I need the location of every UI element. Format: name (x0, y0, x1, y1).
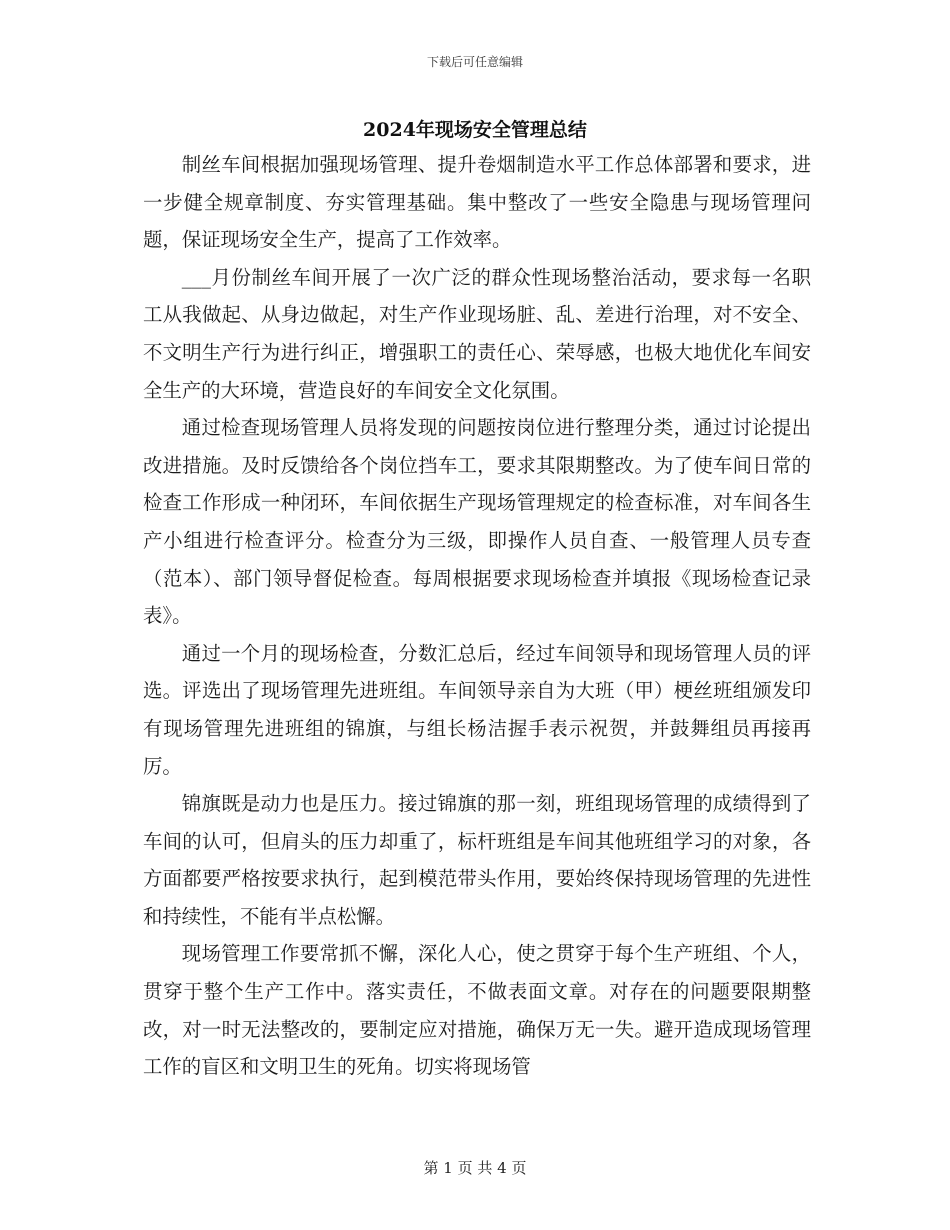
paragraph: 通过一个月的现场检查，分数汇总后，经过车间领导和现场管理人员的评选。评选出了现场管理先进班组。车间领导亲自为大班（甲）梗丝班组颁发印有现场管理先进班组的锦旗，与组长杨洁握手表示祝贺，并鼓舞组员再接再厉。 (143, 641, 811, 778)
page-number: 第 1 页 共 4 页 (423, 1159, 527, 1177)
paragraph: ___月份制丝车间开展了一次广泛的群众性现场整治活动，要求每一名职工从我做起、从身边做起，对生产作业现场脏、乱、差进行治理，对不安全、不文明生产行为进行纠正，增强职工的责任心、荣辱感，也极大地优化车间安全生产的大环境，营造良好的车间安全文化氛围。 (143, 265, 811, 402)
paragraph: 现场管理工作要常抓不懈，深化人心，使之贯穿于每个生产班组、个人，贯穿于整个生产工作中。落实责任，不做表面文章。对存在的问题要限期整改，对一时无法整改的，要制定应对措施，确保万无一失。避开造成现场管理工作的盲区和文明卫生的死角。切实将现场管 (143, 942, 811, 1079)
paragraph: 锦旗既是动力也是压力。接过锦旗的那一刻，班组现场管理的成绩得到了车间的认可，但肩头的压力却重了，标杆班组是车间其他班组学习的对象，各方面都要严格按要求执行，起到模范带头作用，要始终保持现场管理的先进性和持续性，不能有半点松懈。 (143, 792, 811, 928)
document-body (143, 146, 811, 1086)
paragraph: 通过检查现场管理人员将发现的问题按岗位进行整理分类，通过讨论提出改进措施。及时反馈给各个岗位挡车工，要求其限期整改。为了使车间日常的检查工作形成一种闭环，车间依据生产现场管理规定的检查标准，对车间各生产小组进行检查评分。检查分为三级，即操作人员自查、一般管理人员专查（范本）、部门领导督促检查。每周根据要求现场检查并填报《现场检查记录表》。 (143, 416, 811, 628)
paragraph: 制丝车间根据加强现场管理、提升卷烟制造水平工作总体部署和要求，进一步健全规章制度、夯实管理基础。集中整改了一些安全隐患与现场管理问题，保证现场安全生产，提高了工作效率。 (143, 153, 811, 252)
header-note: 下载后可任意编辑 (426, 55, 523, 69)
page-title: 2024年现场安全管理总结 (363, 119, 587, 141)
